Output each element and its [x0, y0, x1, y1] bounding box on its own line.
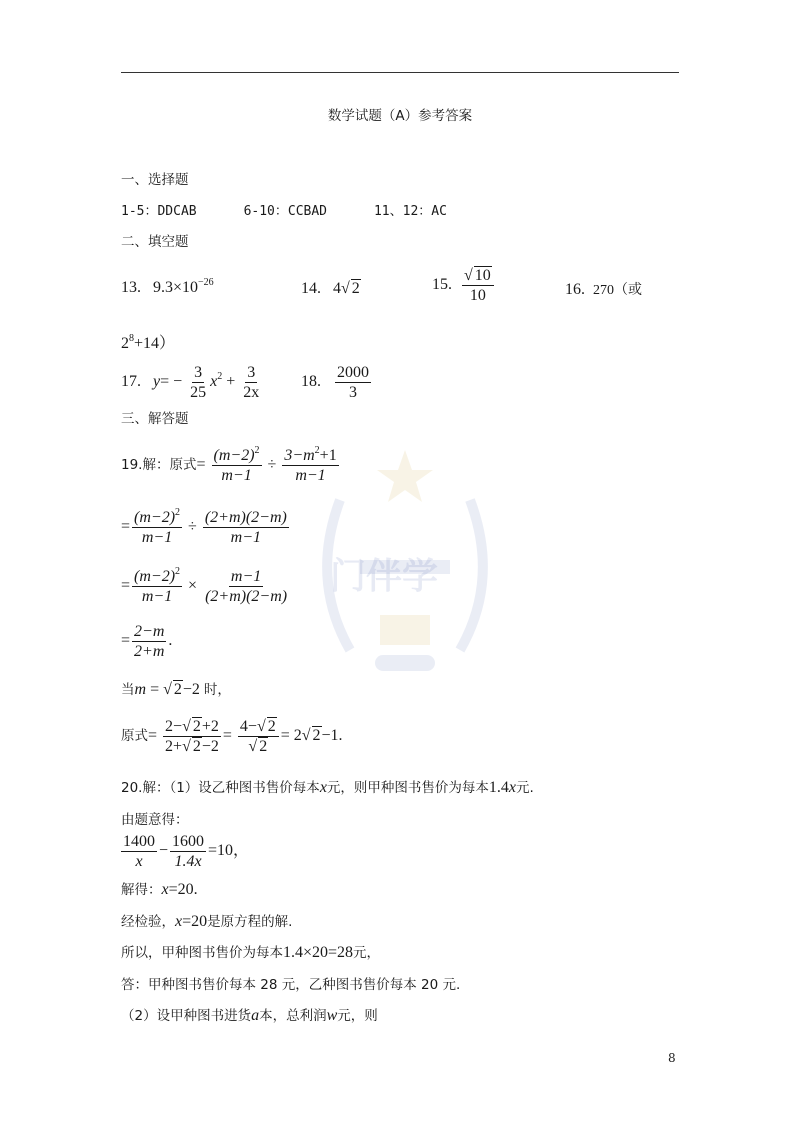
q19-condition: 当m = √ 2−2 时，: [121, 681, 231, 698]
q19-line4: = $\frac{2-m}{2+m}$ .: [121, 623, 173, 660]
q19-line2: = $\frac{(m-2)^2}{m-1}$ ÷ $\frac{(2+m)(2-m)}{m-1}$: [121, 507, 287, 546]
q20-line2: 由题意得：: [121, 812, 189, 828]
answer-13: 13. $9.3\times 10^{-26}$: [121, 277, 214, 296]
section2-heading: 二、填空题: [121, 234, 189, 250]
q20-so: 所以，甲种图书售价为每本1.4×20=28元，: [121, 944, 381, 961]
answer-18: 18. $\frac{2000}{3}$: [301, 364, 369, 401]
answer-17: 17. y= − $\frac{3}{25}$ $x^2$ + $\frac{3}{2x}$: [121, 364, 260, 401]
answer-15: 15. $\frac{√ 10}{10}$: [432, 266, 496, 305]
q20-part2: （2）设甲种图书进货a本，总利润w元，则: [121, 1007, 378, 1024]
section1-heading: 一、选择题: [121, 172, 189, 188]
q20-solution: 解得：x=20.: [121, 881, 198, 898]
page-title: 数学试题（A）参考答案: [327, 108, 473, 124]
watermark-text: 门伴学: [330, 556, 439, 597]
q20-equation: $\frac{1400}{x}$ − $\frac{1600}{1.4x}$ =10，: [123, 833, 250, 870]
answer-16: 16. 270（或: [565, 281, 642, 298]
q19-line3: = $\frac{(m-2)^2}{m-1}$ × $\frac{m-1}{(2+m)(2-m)}$: [121, 566, 288, 605]
section3-heading: 三、解答题: [121, 411, 189, 427]
page-number: 8: [668, 1051, 676, 1065]
answer-16-continued: $2^8+14$）: [121, 333, 176, 352]
header-rule: [121, 72, 679, 73]
q19-result: 原式= $\frac{2-√ 2+2}{2+√ 2-2}$ = $\frac{4-√ 2}{√ 2}$ = 2√ 2−1.: [121, 718, 343, 755]
q20-answer: 答：甲种图书售价每本 28 元，乙种图书售价每本 20 元.: [121, 977, 461, 993]
answer-14: 14. 4√ 2: [301, 280, 360, 297]
q19-line1: 19.解：原式= $\frac{(m-2)^2}{m-1}$ ÷ $\frac{3-m^2+1}{m-1}$: [121, 445, 337, 484]
q20-check: 经检验，x=20是原方程的解.: [121, 913, 293, 930]
choice-answers: 1-5：DDCAB 6-10：CCBAD 11、12：AC: [121, 204, 447, 219]
q20-line1: 20.解：（1）设乙种图书售价每本x元，则甲种图书售价为每本1.4x元.: [121, 779, 534, 796]
